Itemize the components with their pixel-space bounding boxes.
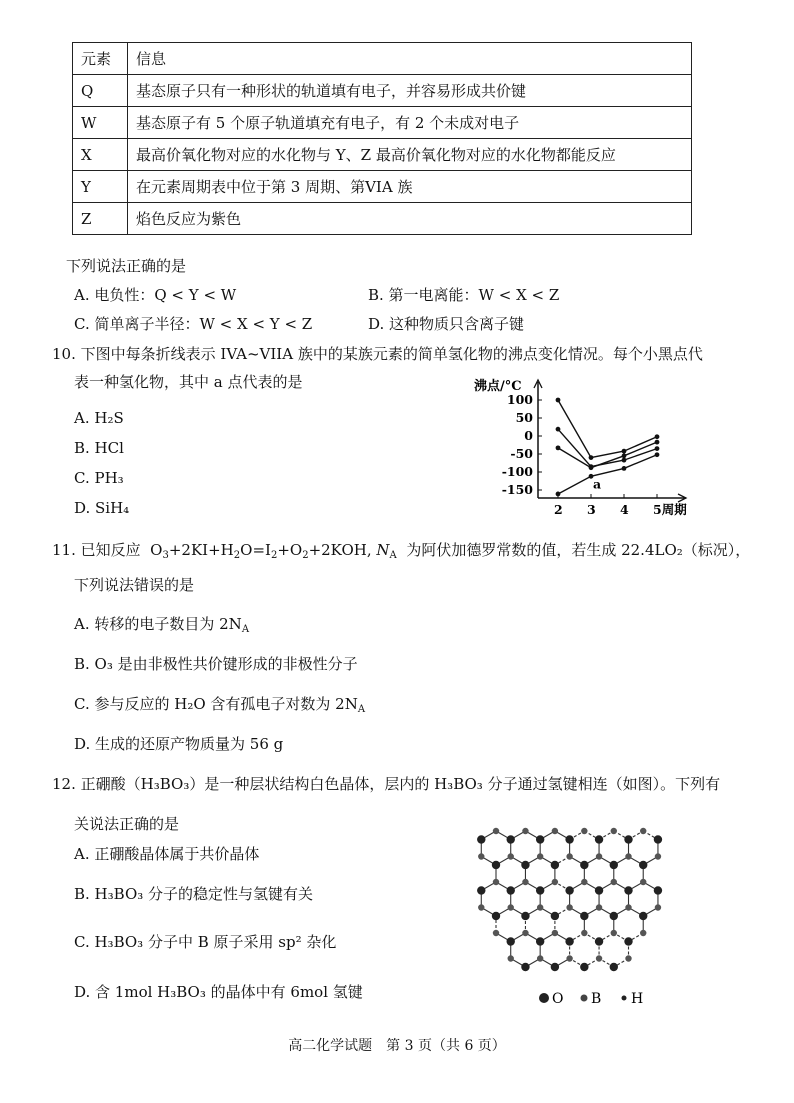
q10-option-a[interactable]: A. H₂S <box>74 409 124 427</box>
q9-option-b[interactable]: B. 第一电离能：W < X < Z <box>368 286 560 304</box>
x-tick-label: 4 <box>620 502 629 517</box>
q10-stem-line2: 表一种氢化物，其中 a 点代表的是 <box>74 373 303 391</box>
y-tick-label: 100 <box>506 392 533 407</box>
legend-hydrogen-dot <box>622 996 627 1001</box>
oxygen-atom <box>536 937 544 945</box>
oxygen-atom <box>492 912 500 920</box>
oxygen-atom <box>639 861 647 869</box>
oxygen-atom <box>536 835 544 843</box>
boron-atom <box>493 879 499 885</box>
boron-atom <box>640 828 646 834</box>
q12-stem-line2: 关说法正确的是 <box>74 815 180 833</box>
boron-atom <box>478 904 484 910</box>
info-cell: 最高价氧化物对应的水化物与 Y、Z 最高价氧化物对应的水化物都能反应 <box>128 139 692 171</box>
q10-option-c[interactable]: C. PH₃ <box>74 469 124 487</box>
x-tick-label: 2 <box>554 502 563 517</box>
q11-stem-line1 <box>52 540 750 566</box>
boron-atom <box>625 904 631 910</box>
q9-option-c[interactable]: C. 简单离子半径：W < X < Y < Z <box>74 315 313 333</box>
legend-oxygen-dot <box>539 993 549 1003</box>
q11-equation: $O_3+2KI+H_2O=I_2+O_2+2KOH$, $N_A$ <box>145 541 397 561</box>
oxygen-atom <box>639 912 647 920</box>
boron-atom <box>478 853 484 859</box>
q11-stem-suffix: 为阿伏加德罗常数的值，若生成 22.4LO₂（标况）， <box>406 541 751 559</box>
boron-atom <box>508 955 514 961</box>
y-axis-label: 沸点/°C <box>474 379 522 394</box>
oxygen-atom <box>610 861 618 869</box>
data-point <box>622 449 627 454</box>
table-row <box>73 171 692 203</box>
info-cell: 在元素周期表中位于第 3 周期、第VIA 族 <box>128 171 692 203</box>
y-tick-label: 0 <box>524 428 533 443</box>
oxygen-atom <box>521 963 529 971</box>
data-point <box>622 453 627 458</box>
oxygen-atom <box>551 861 559 869</box>
info-cell: 基态原子有 5 个原子轨道填充有电子，有 2 个未成对电子 <box>128 107 692 139</box>
boron-atom <box>611 930 617 936</box>
boron-atom <box>611 828 617 834</box>
oxygen-atom <box>610 963 618 971</box>
oxygen-atom <box>624 886 632 894</box>
boron-atom <box>655 853 661 859</box>
page-footer: 高二化学试题 第 3 页（共 6 页） <box>288 1038 506 1054</box>
q9-option-d[interactable]: D. 这种物质只含离子键 <box>368 315 525 333</box>
q9-stem: 下列说法正确的是 <box>66 257 187 275</box>
q11-option-a-text: A. 转移的电子数目为 2N <box>74 615 242 633</box>
boron-atom <box>522 828 528 834</box>
oxygen-atom <box>580 861 588 869</box>
boron-atom <box>625 853 631 859</box>
data-point <box>589 465 594 470</box>
oxygen-atom <box>624 937 632 945</box>
oxygen-atom <box>580 912 588 920</box>
q12-stem-line1: 12. 正硼酸（H₃BO₃）是一种层状结构白色晶体，层内的 H₃BO₃ 分子通过氢键相连（如图）。下列有 <box>52 775 721 793</box>
oxygen-atom <box>654 835 662 843</box>
q10-option-b[interactable]: B. HCl <box>74 439 124 457</box>
boron-atom <box>596 904 602 910</box>
boron-atom <box>625 955 631 961</box>
info-cell: 焰色反应为紫色 <box>128 203 692 235</box>
point-a-label: a <box>593 476 602 492</box>
oxygen-atom <box>654 886 662 894</box>
table-header-row <box>73 43 692 75</box>
data-point <box>655 446 660 451</box>
y-tick-label: 50 <box>515 410 533 425</box>
boron-atom <box>581 828 587 834</box>
oxygen-atom <box>477 886 485 894</box>
q12-option-b[interactable]: B. H₃BO₃ 分子的稳定性与氢键有关 <box>74 885 314 903</box>
boron-atom <box>581 930 587 936</box>
element-cell: Z <box>73 203 128 235</box>
table-row <box>73 139 692 171</box>
boron-atom <box>640 879 646 885</box>
q11-stem-line2: 下列说法错误的是 <box>74 576 195 594</box>
info-cell: 基态原子只有一种形状的轨道填有电子，并容易形成共价键 <box>128 75 692 107</box>
data-point <box>655 434 660 439</box>
oxygen-atom <box>624 835 632 843</box>
q9-option-a[interactable]: A. 电负性：Q < Y < W <box>74 286 237 304</box>
hexagonal-lattice <box>477 828 662 971</box>
oxygen-atom <box>536 886 544 894</box>
data-point <box>556 445 561 450</box>
data-point <box>655 452 660 457</box>
boron-atom <box>611 879 617 885</box>
oxygen-atom <box>507 886 515 894</box>
boron-atom <box>596 853 602 859</box>
data-point <box>655 440 660 445</box>
legend-oxygen-label: O <box>552 991 564 1007</box>
boron-atom <box>655 904 661 910</box>
boron-atom <box>522 879 528 885</box>
q11-option-c-text: C. 参与反应的 H₂O 含有孤电子对数为 2N <box>74 695 358 713</box>
q11-stem-prefix: 11. 已知反应 <box>52 541 141 559</box>
legend-boron-dot <box>581 995 588 1002</box>
table-row <box>73 203 692 235</box>
series-line <box>558 455 657 494</box>
q11-option-c[interactable]: C. 参与反应的 H₂O 含有孤电子对数为 $2N_A$ <box>74 695 366 715</box>
boron-atom <box>552 879 558 885</box>
legend-boron-label: B <box>591 991 602 1007</box>
boiling-point-chart <box>460 372 700 520</box>
oxygen-atom <box>610 912 618 920</box>
q12-option-d[interactable]: D. 含 1mol H₃BO₃ 的晶体中有 6mol 氢键 <box>74 983 363 1001</box>
oxygen-atom <box>477 835 485 843</box>
oxygen-atom <box>551 963 559 971</box>
data-point <box>622 458 627 463</box>
data-point <box>556 398 561 403</box>
boron-atom <box>581 879 587 885</box>
boron-atom <box>596 955 602 961</box>
oxygen-atom <box>551 912 559 920</box>
header-element: 元素 <box>73 43 128 75</box>
table-row <box>73 107 692 139</box>
boron-atom <box>552 828 558 834</box>
q11-option-b[interactable]: B. O₃ 是由非极性共价键形成的非极性分子 <box>74 655 358 673</box>
legend-hydrogen-label: H <box>631 991 644 1007</box>
boron-atom <box>566 955 572 961</box>
q11-option-d[interactable]: D. 生成的还原产物质量为 56 g <box>74 735 284 753</box>
boron-atom <box>537 955 543 961</box>
q11-option-a[interactable]: A. 转移的电子数目为 $2N_A$ <box>74 615 250 635</box>
oxygen-atom <box>565 835 573 843</box>
q12-option-a[interactable]: A. 正硼酸晶体属于共价晶体 <box>74 845 260 863</box>
oxygen-atom <box>595 886 603 894</box>
boron-atom <box>537 904 543 910</box>
data-point <box>556 427 561 432</box>
oxygen-atom <box>565 937 573 945</box>
element-cell: Y <box>73 171 128 203</box>
data-point <box>556 492 561 497</box>
oxygen-atom <box>507 835 515 843</box>
y-tick-label: -100 <box>501 464 533 479</box>
boron-atom <box>508 904 514 910</box>
element-cell: Q <box>73 75 128 107</box>
boron-atom <box>552 930 558 936</box>
data-point <box>589 455 594 460</box>
oxygen-atom <box>565 886 573 894</box>
boric-acid-structure-diagram <box>470 822 710 1018</box>
q10-stem-line1: 10. 下图中每条折线表示 IVA~VIIA 族中的某族元素的简单氢化物的沸点变化情况。每个小黑点代 <box>52 345 703 363</box>
q10-option-d[interactable]: D. SiH₄ <box>74 499 130 517</box>
boron-atom <box>493 930 499 936</box>
boron-atom <box>566 853 572 859</box>
boron-atom <box>640 930 646 936</box>
x-tick-label: 3 <box>587 502 596 517</box>
y-tick-label: -150 <box>501 482 533 497</box>
element-cell: X <box>73 139 128 171</box>
oxygen-atom <box>521 861 529 869</box>
boron-atom <box>522 930 528 936</box>
oxygen-atom <box>507 937 515 945</box>
boron-atom <box>566 904 572 910</box>
data-point <box>622 466 627 471</box>
oxygen-atom <box>595 937 603 945</box>
boron-atom <box>537 853 543 859</box>
element-info-table <box>72 42 692 235</box>
boron-atom <box>508 853 514 859</box>
oxygen-atom <box>492 861 500 869</box>
boron-atom <box>493 828 499 834</box>
element-cell: W <box>73 107 128 139</box>
y-tick-label: -50 <box>510 446 533 461</box>
header-info: 信息 <box>128 43 692 75</box>
x-tick-label: 5周期 <box>653 502 687 517</box>
table-row <box>73 75 692 107</box>
oxygen-atom <box>580 963 588 971</box>
oxygen-atom <box>595 835 603 843</box>
q12-option-c[interactable]: C. H₃BO₃ 分子中 B 原子采用 sp² 杂化 <box>74 933 337 951</box>
oxygen-atom <box>521 912 529 920</box>
